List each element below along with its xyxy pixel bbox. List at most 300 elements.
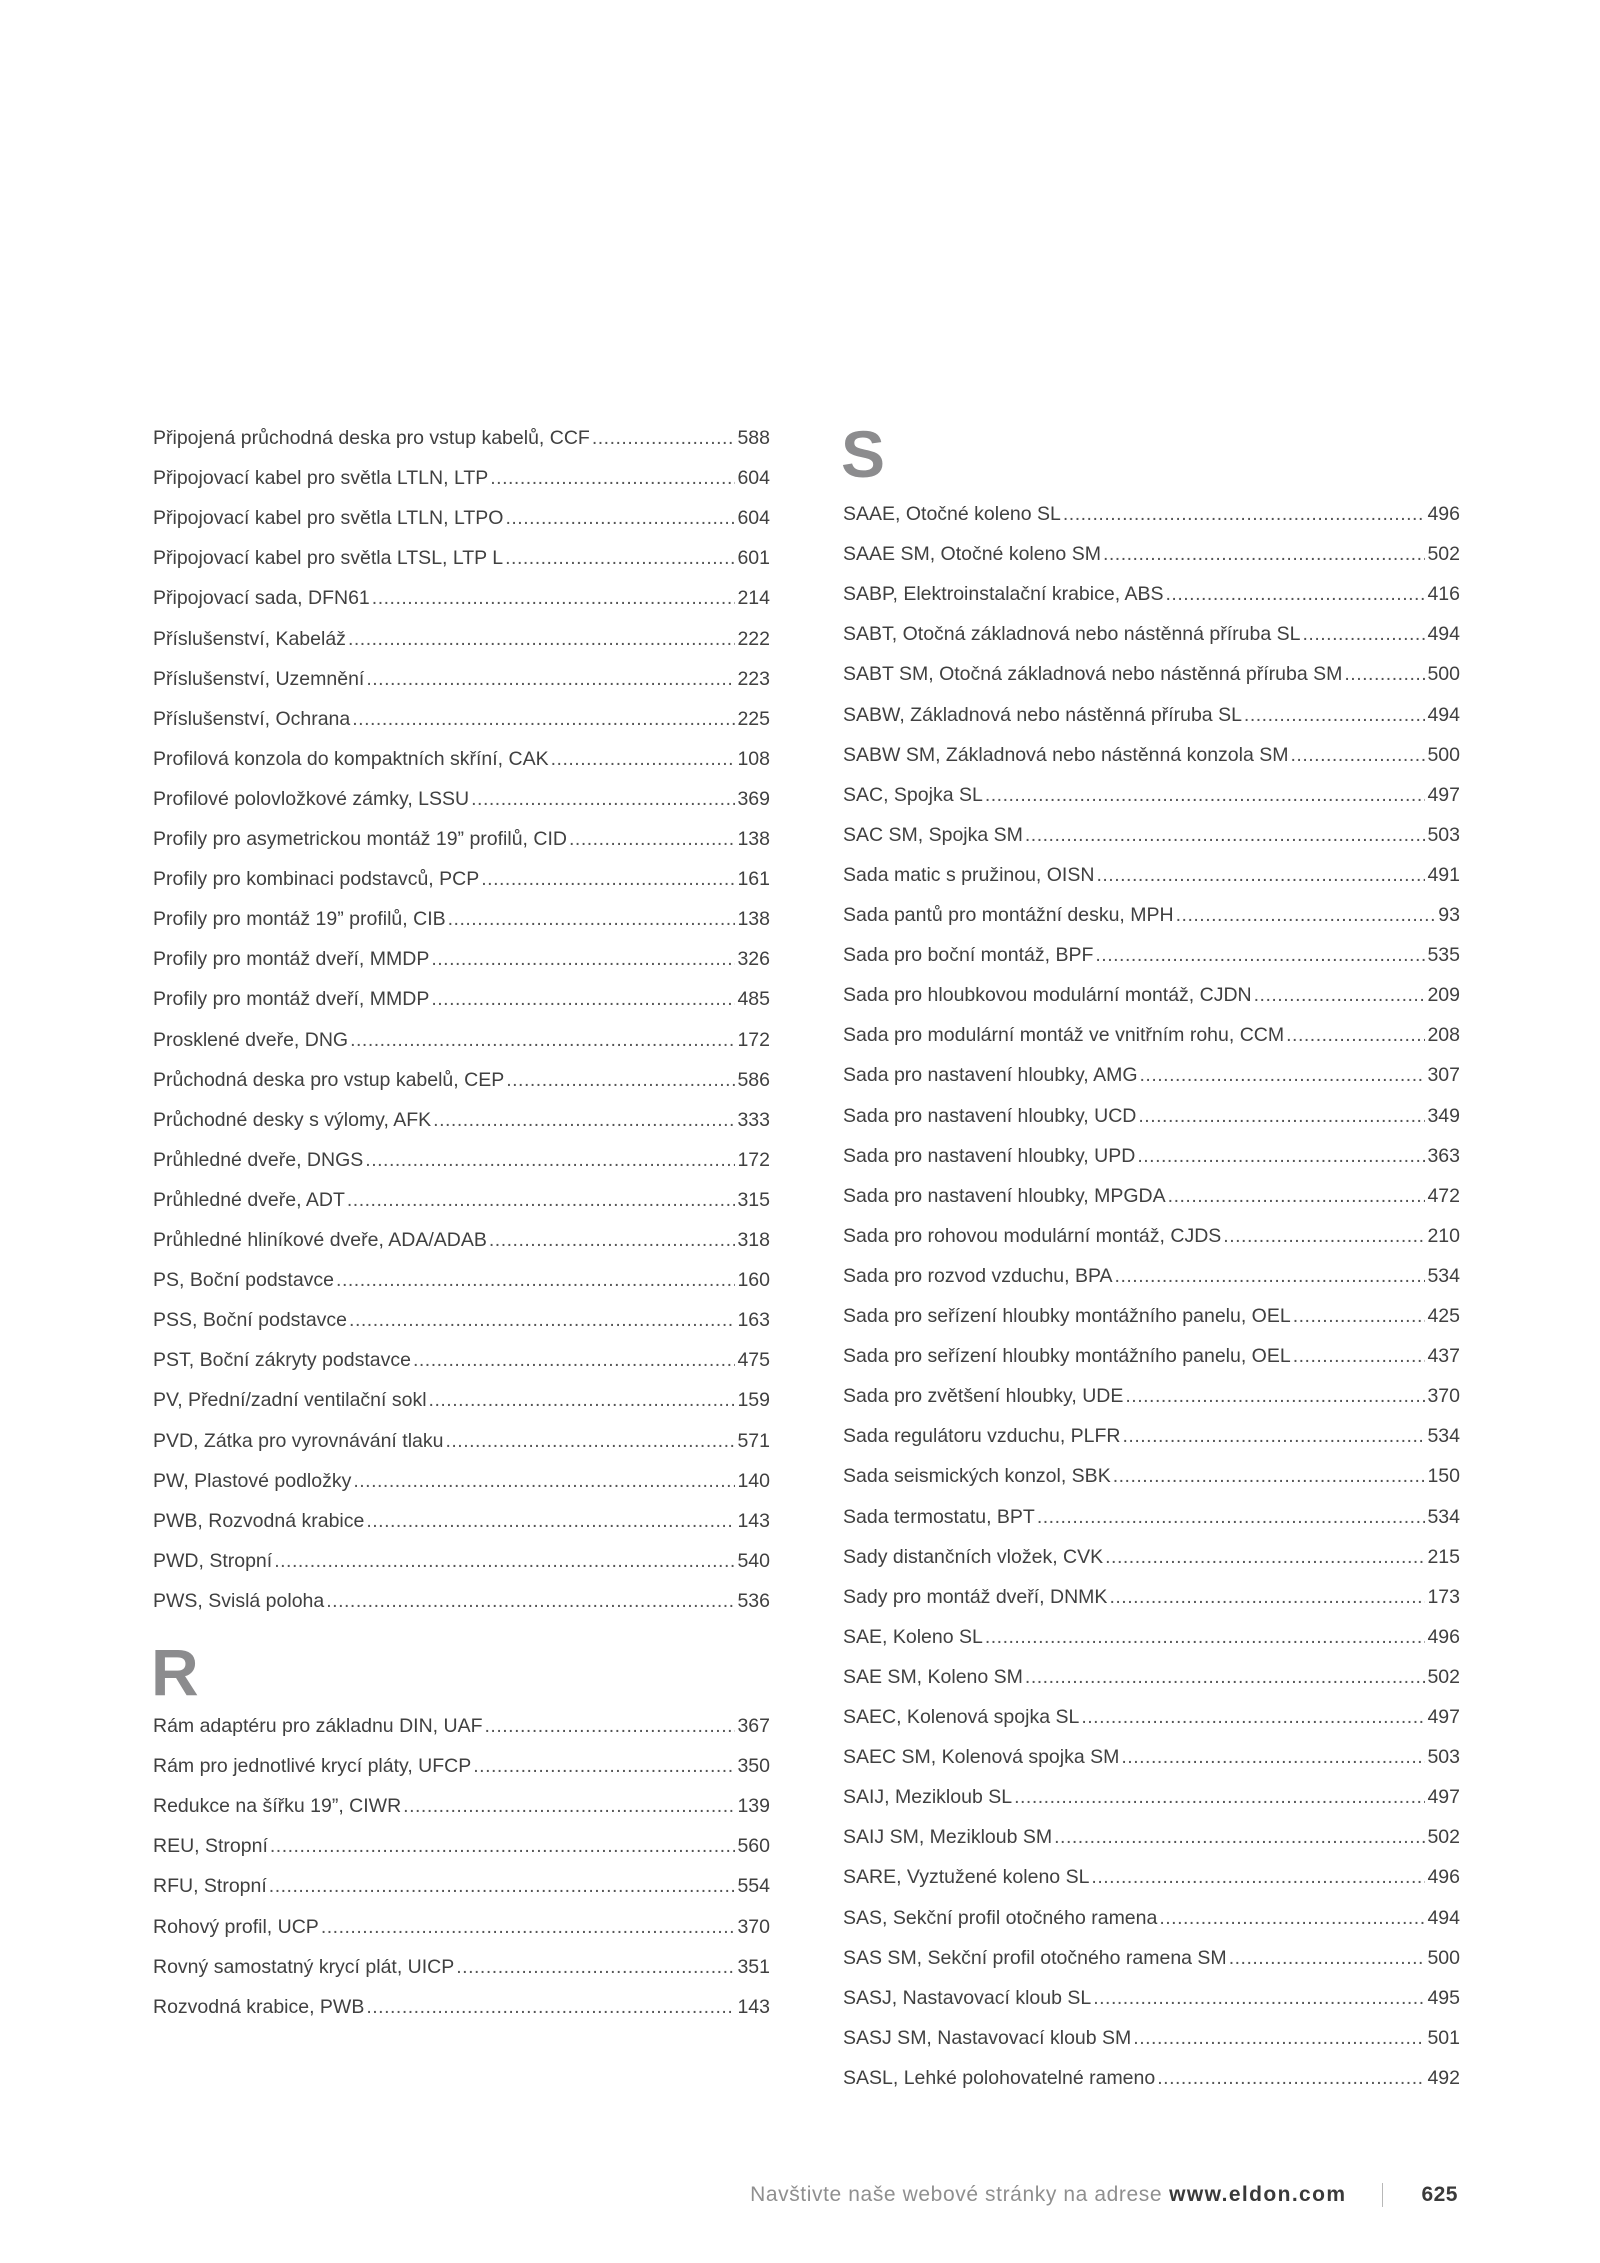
dot-leader [490, 463, 735, 493]
index-entry-label: Rám adaptéru pro základnu DIN, UAF [153, 1715, 483, 1737]
index-entry-page-number: 502 [1427, 1665, 1460, 1688]
index-entry [843, 1381, 1460, 1411]
dot-leader [372, 583, 736, 613]
index-entry-page-number: 502 [1427, 1826, 1460, 1849]
dot-leader [551, 744, 736, 774]
index-entry-label: SARE, Vyztužené koleno SL [843, 1866, 1090, 1889]
index-entry-page-number: 500 [1427, 663, 1460, 686]
index-entry [153, 704, 770, 734]
dot-leader [1014, 1782, 1425, 1812]
index-entry-page-number: 209 [1427, 984, 1460, 1007]
index-entry [843, 700, 1460, 730]
dot-leader [1105, 1542, 1425, 1572]
index-entry-label: PW, Plastové podložky [153, 1469, 352, 1492]
index-entry [153, 1185, 770, 1215]
dot-leader [1168, 1181, 1426, 1211]
index-entry-label: Sada seismických konzol, SBK [843, 1465, 1111, 1488]
index-entry-label: SABT, Otočná základnová nebo nástěnná příruba SL [843, 623, 1301, 646]
index-entry [153, 1145, 770, 1175]
index-entry-page-number: 223 [737, 667, 770, 690]
index-entry [843, 1822, 1460, 1852]
index-entry-label: Připojovací sada, DFN61 [153, 587, 370, 610]
index-entry-page-number: 307 [1427, 1064, 1460, 1087]
index-entry-page-number: 540 [737, 1549, 770, 1572]
index-entry [153, 864, 770, 894]
index-entry-page-number: 502 [1427, 543, 1460, 566]
footer-website-link[interactable]: www.eldon.com [1169, 2183, 1347, 2206]
dot-leader [1138, 1101, 1425, 1131]
index-entry-page-number: 497 [1427, 783, 1460, 806]
index-entry [153, 624, 770, 654]
index-entry [153, 1265, 770, 1295]
index-entry-label: SAC SM, Spojka SM [843, 823, 1023, 846]
index-entry [153, 1912, 770, 1942]
dot-leader [1115, 1261, 1426, 1291]
index-entry-page-number: 369 [737, 787, 770, 810]
index-entry-page-number: 500 [1427, 1946, 1460, 1969]
index-entry [843, 2023, 1460, 2053]
dot-leader [448, 904, 736, 934]
index-entry-page-number: 139 [737, 1795, 770, 1818]
index-entry-label: Profily pro kombinaci podstavců, PCP [153, 868, 480, 891]
index-entry-page-number: 160 [737, 1269, 770, 1292]
dot-leader [506, 1065, 735, 1095]
index-entry-label: SAS SM, Sekční profil otočného ramena SM [843, 1946, 1227, 1969]
index-entry-label: PSS, Boční podstavce [153, 1309, 348, 1332]
index-entry [843, 1782, 1460, 1812]
index-entry [843, 1502, 1460, 1532]
index-entry [843, 619, 1460, 649]
dot-leader [1025, 820, 1426, 850]
index-entry-label: Průchodné desky s výlomy, AFK [153, 1108, 432, 1131]
dot-leader [445, 1426, 735, 1456]
index-entry-page-number: 500 [1427, 743, 1460, 766]
index-entry-page-number: 496 [1427, 503, 1460, 525]
dot-leader [269, 1871, 736, 1901]
dot-leader [366, 664, 735, 694]
index-entry-page-number: 150 [1427, 1465, 1460, 1488]
dot-leader [1096, 860, 1425, 890]
dot-leader [1054, 1822, 1425, 1852]
index-entry [843, 1301, 1460, 1331]
index-entry [153, 1711, 770, 1741]
dot-leader [489, 1225, 736, 1255]
index-entry [153, 1871, 770, 1901]
index-entry-label: Připojovací kabel pro světla LTLN, LTP [153, 467, 489, 490]
index-entry [843, 659, 1460, 689]
index-entry-page-number: 586 [737, 1068, 770, 1091]
index-entry-page-number: 143 [737, 1995, 770, 2018]
index-entry-page-number: 163 [737, 1309, 770, 1332]
index-entry-page-number: 318 [737, 1229, 770, 1251]
index-entry-page-number: 503 [1427, 1746, 1460, 1769]
index-entry-label: Sada pro boční montáž, BPF [843, 944, 1094, 967]
index-entry-page-number: 554 [737, 1875, 770, 1898]
index-entry-page-number: 215 [1427, 1545, 1460, 1568]
index-entry-page-number: 485 [737, 988, 770, 1011]
index-entry-label: Sada matic s pružinou, OISN [843, 863, 1095, 886]
page-footer [750, 2180, 1458, 2210]
index-entry [153, 1751, 770, 1781]
index-entry-page-number: 588 [737, 427, 770, 449]
dot-leader [1293, 1341, 1426, 1371]
index-entry-label: PWD, Stropní [153, 1549, 273, 1572]
index-entry-page-number: 210 [1427, 1224, 1460, 1247]
index-entry [843, 1582, 1460, 1612]
index-entry-label: Připojovací kabel pro světla LTLN, LTPO [153, 507, 504, 530]
index-entry [153, 463, 770, 493]
index-entry [153, 1466, 770, 1496]
dot-leader [270, 1831, 736, 1861]
dot-leader [349, 1305, 735, 1335]
index-entry-label: PWB, Rozvodná krabice [153, 1509, 365, 1532]
index-entry [843, 1742, 1460, 1772]
dot-leader [1176, 900, 1437, 930]
index-entry [843, 2063, 1460, 2093]
index-entry [843, 740, 1460, 770]
dot-leader [353, 1466, 735, 1496]
index-entry [843, 820, 1460, 850]
index-entry [843, 1461, 1460, 1491]
index-entry [843, 1060, 1460, 1090]
index-entry-page-number: 494 [1427, 623, 1460, 646]
index-entry-label: Sada pro nastavení hloubky, MPGDA [843, 1184, 1166, 1207]
index-entry [153, 1305, 770, 1335]
dot-leader [1125, 1381, 1425, 1411]
index-entry-label: Příslušenství, Kabeláž [153, 627, 346, 650]
index-entry-label: Rovný samostatný krycí plát, UICP [153, 1955, 455, 1978]
index-entry [843, 1221, 1460, 1251]
index-entry [153, 1831, 770, 1861]
section-letter-s: S [841, 417, 886, 491]
index-entry-page-number: 475 [737, 1349, 770, 1372]
index-entry [153, 1992, 770, 2022]
index-entry [843, 1903, 1460, 1933]
dot-leader [481, 864, 735, 894]
index-entry [153, 1791, 770, 1821]
index-entry-label: Sada pro nastavení hloubky, UCD [843, 1104, 1137, 1127]
index-entry-label: Sady distančních vložek, CVK [843, 1545, 1104, 1568]
index-entry-label: SABW, Základnová nebo nástěnná příruba SL [843, 703, 1242, 726]
index-entry [843, 860, 1460, 890]
dot-leader [1344, 659, 1425, 689]
index-entry-page-number: 370 [737, 1915, 770, 1938]
index-entry-page-number: 571 [737, 1429, 770, 1452]
index-entry-page-number: 143 [737, 1509, 770, 1532]
index-entry-label: Průhledné dveře, DNGS [153, 1148, 364, 1171]
dot-leader [1109, 1582, 1425, 1612]
index-entry-label: SAAE, Otočné koleno SL [843, 503, 1061, 525]
dot-leader [456, 1952, 735, 1982]
dot-leader [352, 704, 735, 734]
index-entry-label: Sada pro rozvod vzduchu, BPA [843, 1264, 1113, 1287]
index-entry-page-number: 93 [1438, 904, 1460, 926]
dot-leader [985, 1622, 1426, 1652]
index-entry [153, 1546, 770, 1576]
dot-leader [1229, 1943, 1426, 1973]
index-entry-page-number: 159 [737, 1389, 770, 1412]
index-entry-label: RFU, Stropní [153, 1875, 267, 1898]
index-entry [153, 1345, 770, 1375]
dot-leader [1113, 1461, 1426, 1491]
index-entry-page-number: 494 [1427, 1906, 1460, 1929]
index-entry [843, 1702, 1460, 1732]
index-entry [843, 1101, 1460, 1131]
index-entry-page-number: 349 [1427, 1104, 1460, 1127]
index-entry [153, 984, 770, 1014]
index-entry-label: Připojovací kabel pro světla LTSL, LTP L [153, 547, 504, 570]
index-entry-page-number: 138 [737, 908, 770, 931]
dot-leader [1093, 1983, 1425, 2013]
index-entry-page-number: 534 [1427, 1425, 1460, 1448]
dot-leader [1244, 700, 1426, 730]
index-entry-label: Průhledné dveře, ADT [153, 1188, 345, 1211]
index-entry-page-number: 534 [1427, 1505, 1460, 1528]
index-entry [843, 579, 1460, 609]
index-entry [153, 1025, 770, 1055]
index-entry-label: Příslušenství, Ochrana [153, 707, 351, 730]
index-entry-page-number: 351 [737, 1955, 770, 1978]
index-entry [843, 900, 1460, 930]
index-entry [153, 1426, 770, 1456]
index-entry-label: Sada pro zvětšení hloubky, UDE [843, 1385, 1124, 1408]
index-entry-page-number: 108 [737, 747, 770, 770]
index-entry [153, 824, 770, 854]
index-entry-label: Profily pro montáž dveří, MMDP [153, 948, 430, 971]
index-entry [843, 780, 1460, 810]
index-entry [153, 1586, 770, 1616]
dot-leader [1157, 2063, 1425, 2093]
index-entry [153, 744, 770, 774]
index-entry-label: PV, Přední/zadní ventilační sokl [153, 1389, 427, 1412]
index-entry-page-number: 536 [737, 1589, 770, 1612]
index-entry-label: Rám pro jednotlivé krycí pláty, UFCP [153, 1755, 472, 1778]
index-entry-page-number: 333 [737, 1108, 770, 1131]
index-entry-page-number: 140 [737, 1469, 770, 1492]
dot-leader [471, 784, 735, 814]
index-entry-page-number: 472 [1427, 1184, 1460, 1207]
dot-leader [403, 1791, 735, 1821]
index-entry-label: SAEC, Kolenová spojka SL [843, 1706, 1080, 1728]
index-entry-label: PS, Boční podstavce [153, 1269, 335, 1292]
index-entry-page-number: 437 [1427, 1345, 1460, 1368]
index-entry-page-number: 172 [737, 1148, 770, 1171]
index-entry [843, 940, 1460, 970]
dot-leader [429, 1385, 736, 1415]
index-entry-label: Profily pro montáž dveří, MMDP [153, 988, 430, 1011]
index-entry [843, 1421, 1460, 1451]
dot-leader [336, 1265, 735, 1295]
index-entry-page-number: 601 [737, 547, 770, 570]
index-entry [153, 784, 770, 814]
index-entry-page-number: 494 [1427, 703, 1460, 726]
index-entry-page-number: 161 [737, 868, 770, 891]
index-entry [153, 1952, 770, 1982]
index-entry-label: SAC, Spojka SL [843, 783, 983, 806]
dot-leader [326, 1586, 735, 1616]
index-entry-label: SAIJ, Mezikloub SL [843, 1786, 1013, 1809]
index-entry-page-number: 604 [737, 507, 770, 530]
index-entry [843, 1943, 1460, 1973]
section-letter-r: R [151, 1635, 199, 1709]
index-entry-page-number: 315 [737, 1188, 770, 1211]
index-entry [843, 499, 1460, 529]
index-entry [843, 1662, 1460, 1692]
dot-leader [1103, 539, 1426, 569]
index-entry-page-number: 604 [737, 467, 770, 490]
index-entry-label: Sada pro nastavení hloubky, UPD [843, 1144, 1136, 1167]
index-entry [153, 1105, 770, 1135]
index-entry [843, 1542, 1460, 1572]
index-entry-label: Sada regulátoru vzduchu, PLFR [843, 1425, 1121, 1448]
page-number: 625 [1421, 2183, 1458, 2206]
index-entry-label: SASJ, Nastavovací kloub SL [843, 1986, 1092, 2009]
index-entry-label: SAIJ SM, Mezikloub SM [843, 1826, 1053, 1849]
index-entry [153, 503, 770, 533]
dot-leader [347, 1185, 736, 1215]
index-entry-label: SAE SM, Koleno SM [843, 1665, 1023, 1688]
index-entry-page-number: 496 [1427, 1625, 1460, 1648]
dot-leader [1025, 1662, 1426, 1692]
dot-leader [431, 984, 735, 1014]
index-entry [153, 1065, 770, 1095]
dot-leader [433, 1105, 735, 1135]
index-entry-label: SABP, Elektroinstalační krabice, ABS [843, 583, 1164, 606]
index-entry [843, 1181, 1460, 1211]
index-entry-label: SAS, Sekční profil otočného ramena [843, 1906, 1158, 1929]
index-entry-label: Profilové polovložkové zámky, LSSU [153, 787, 470, 810]
index-entry-label: PVD, Zátka pro vyrovnávání tlaku [153, 1429, 444, 1452]
index-entry [153, 1506, 770, 1536]
dot-leader [1293, 1301, 1426, 1331]
index-entry-label: SASL, Lehké polohovatelné rameno [843, 2066, 1156, 2089]
dot-leader [505, 503, 735, 533]
index-entry [843, 1622, 1460, 1652]
dot-leader [348, 624, 736, 654]
dot-leader [1291, 740, 1426, 770]
dot-leader [366, 1506, 735, 1536]
dot-leader [985, 780, 1426, 810]
dot-leader [1286, 1020, 1425, 1050]
index-entry [843, 980, 1460, 1010]
dot-leader [592, 423, 736, 453]
index-entry-page-number: 534 [1427, 1264, 1460, 1287]
dot-leader [1254, 980, 1426, 1010]
index-entry-page-number: 370 [1427, 1385, 1460, 1408]
index-entry-label: SASJ SM, Nastavovací kloub SM [843, 2026, 1132, 2049]
index-entry [153, 1385, 770, 1415]
index-entry-page-number: 208 [1427, 1024, 1460, 1047]
index-entry-page-number: 172 [737, 1028, 770, 1051]
index-entry-page-number: 491 [1427, 863, 1460, 886]
index-entry-page-number: 425 [1427, 1305, 1460, 1327]
index-entry-label: REU, Stropní [153, 1835, 268, 1858]
index-entry-page-number: 496 [1427, 1866, 1460, 1889]
index-entry [843, 539, 1460, 569]
dot-leader [1121, 1742, 1425, 1772]
dot-leader [1095, 940, 1425, 970]
index-entry-page-number: 173 [1427, 1585, 1460, 1608]
index-entry [843, 1983, 1460, 2013]
index-entry-label: PST, Boční zákryty podstavce [153, 1349, 411, 1372]
footer-divider [1382, 2183, 1383, 2207]
index-entry-label: Sada pro seřízení hloubky montážního panelu, OEL [843, 1345, 1291, 1368]
index-entry-page-number: 416 [1427, 583, 1460, 606]
index-entry-label: Sada pro seřízení hloubky montážního panelu, OEL [843, 1305, 1291, 1327]
index-entry-label: SABW SM, Základnová nebo nástěnná konzola SM [843, 743, 1289, 766]
dot-leader [431, 944, 735, 974]
dot-leader [274, 1546, 735, 1576]
index-entry-label: Profily pro montáž 19” profilů, CIB [153, 908, 446, 931]
dot-leader [1133, 2023, 1425, 2053]
index-entry-page-number: 503 [1427, 823, 1460, 846]
index-entry-label: Prosklené dveře, DNG [153, 1028, 349, 1051]
dot-leader [1165, 579, 1425, 609]
dot-leader [1302, 619, 1425, 649]
index-entry-page-number: 535 [1427, 944, 1460, 967]
index-entry-page-number: 326 [737, 948, 770, 971]
dot-leader [1139, 1060, 1425, 1090]
dot-leader [1091, 1862, 1425, 1892]
index-entry-page-number: 501 [1427, 2026, 1460, 2049]
index-entry-label: Průchodná deska pro vstup kabelů, CEP [153, 1068, 505, 1091]
index-entry [153, 904, 770, 934]
dot-leader [1137, 1141, 1425, 1171]
dot-leader [1159, 1903, 1425, 1933]
index-entry-label: Sady pro montáž dveří, DNMK [843, 1585, 1108, 1608]
index-entry-label: SAAE SM, Otočné koleno SM [843, 543, 1101, 566]
index-entry-label: Profilová konzola do kompaktních skříní, CAK [153, 747, 549, 770]
index-entry [843, 1020, 1460, 1050]
index-entry-label: Rozvodná krabice, PWB [153, 1995, 365, 2018]
dot-leader [413, 1345, 736, 1375]
index-entry-label: Sada pro modulární montáž ve vnitřním rohu, CCM [843, 1024, 1285, 1047]
index-entry-page-number: 495 [1427, 1986, 1460, 2009]
index-entry-page-number: 497 [1427, 1786, 1460, 1809]
dot-leader [484, 1711, 735, 1741]
index-entry-label: Sada pro hloubkovou modulární montáž, CJDN [843, 984, 1252, 1007]
index-entry-label: Profily pro asymetrickou montáž 19” profilů, CID [153, 828, 567, 850]
dot-leader [1037, 1502, 1426, 1532]
index-entry-label: Sada pro nastavení hloubky, AMG [843, 1064, 1138, 1087]
index-entry-page-number: 492 [1427, 2066, 1460, 2089]
index-entry-page-number: 225 [737, 707, 770, 730]
dot-leader [365, 1145, 735, 1175]
dot-leader [1081, 1702, 1425, 1732]
index-entry [843, 1341, 1460, 1371]
index-entry-page-number: 363 [1427, 1144, 1460, 1167]
index-entry [843, 1862, 1460, 1892]
index-entry-page-number: 350 [737, 1755, 770, 1778]
index-entry-label: PWS, Svislá poloha [153, 1589, 325, 1612]
index-entry-page-number: 497 [1427, 1706, 1460, 1728]
index-entry-label: Redukce na šířku 19”, CIWR [153, 1795, 402, 1818]
index-entry-page-number: 138 [737, 828, 770, 850]
dot-leader [1223, 1221, 1425, 1251]
index-entry-page-number: 560 [737, 1835, 770, 1858]
index-entry-label: Příslušenství, Uzemnění [153, 667, 365, 690]
dot-leader [1063, 499, 1426, 529]
index-entry [153, 1225, 770, 1255]
index-entry-label: Připojená průchodná deska pro vstup kabelů, CCF [153, 427, 590, 449]
index-entry-page-number: 367 [737, 1715, 770, 1737]
index-entry-page-number: 214 [737, 587, 770, 610]
index-entry [153, 944, 770, 974]
footer-text: Navštivte naše webové stránky na adrese [750, 2183, 1163, 2206]
dot-leader [321, 1912, 736, 1942]
dot-leader [1123, 1421, 1426, 1451]
index-entry-page-number: 222 [737, 627, 770, 650]
